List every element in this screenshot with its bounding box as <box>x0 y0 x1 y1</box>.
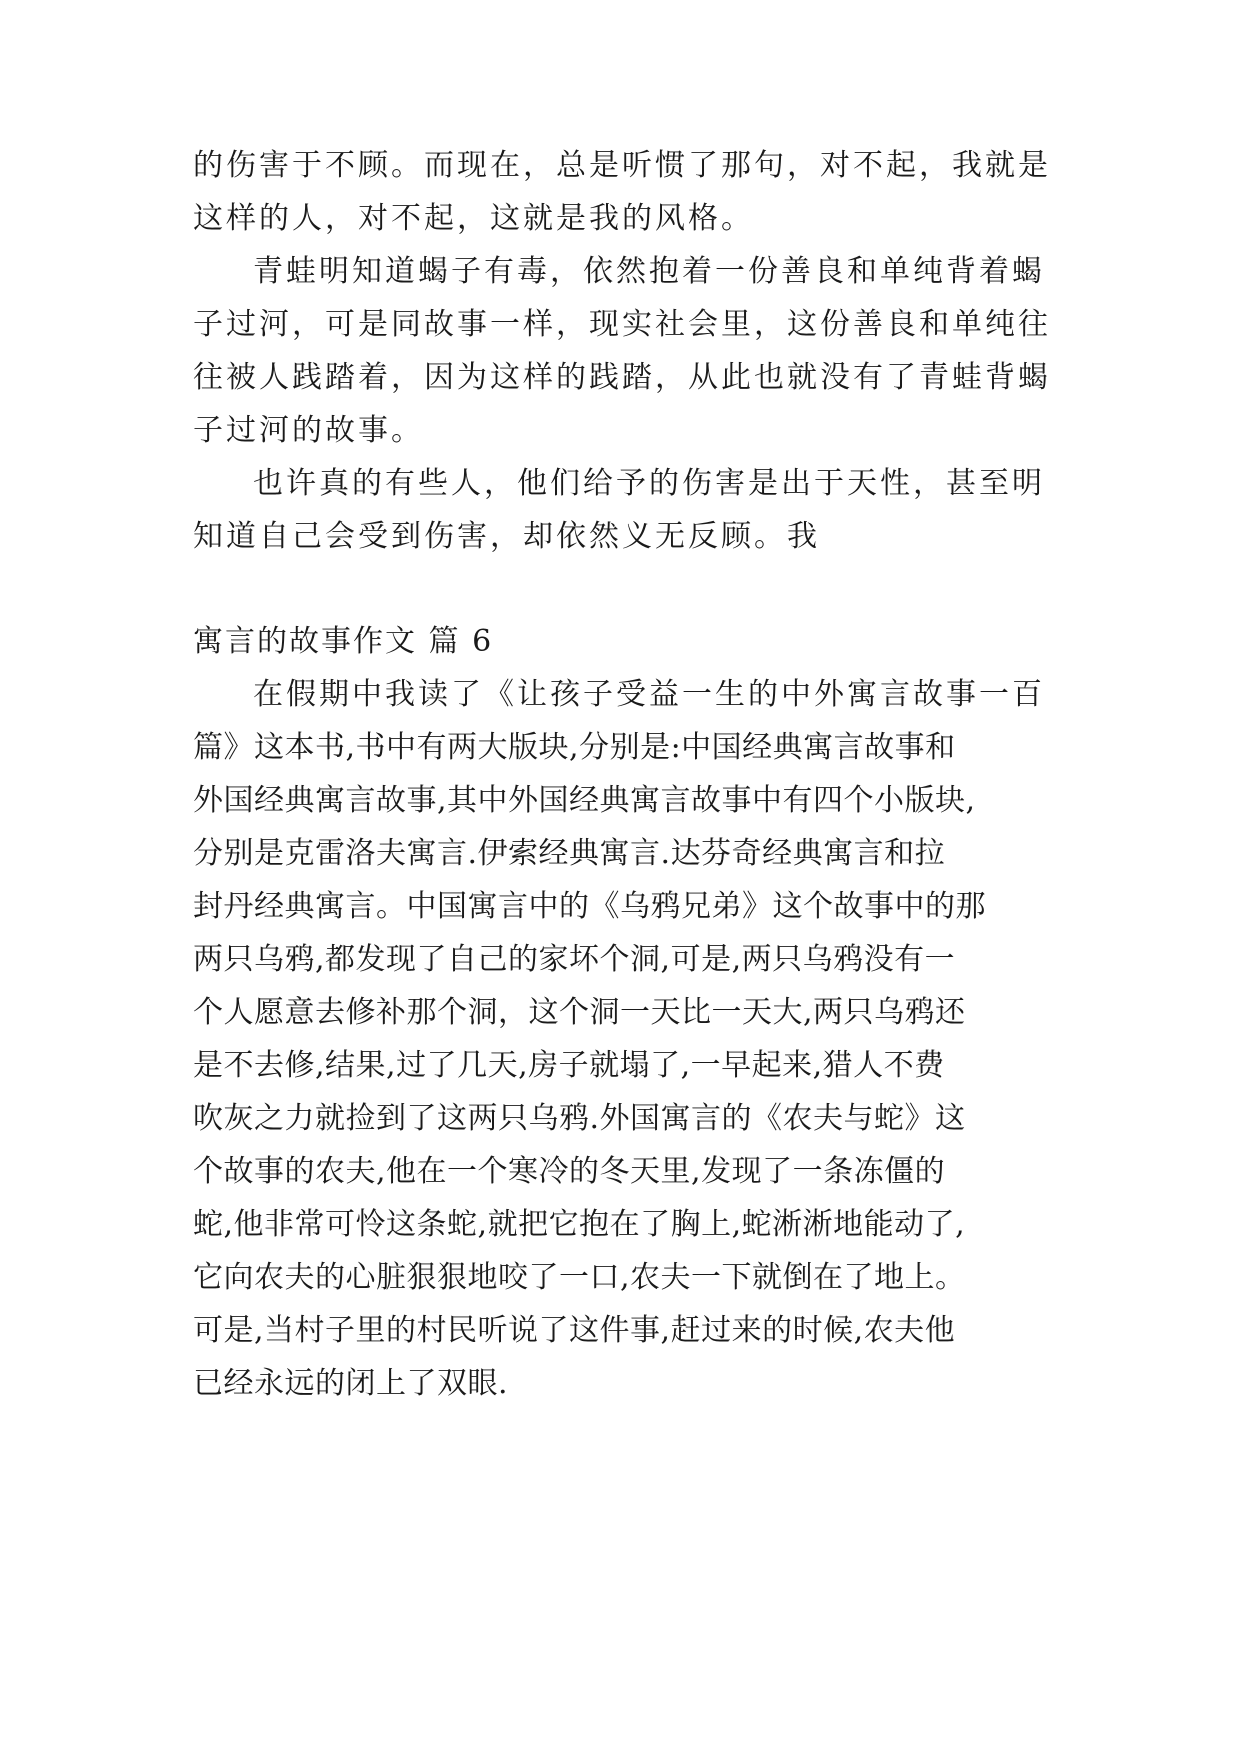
section-heading: 寓言的故事作文 篇 6 <box>193 624 494 659</box>
paragraph-line: 吹灰之力就捡到了这两只乌鸦.外国寓言的《农夫与蛇》这 <box>193 1101 966 1136</box>
paragraph-line: 蛇,他非常可怜这条蛇,就把它抱在了胸上,蛇淅淅地能动了, <box>193 1207 966 1242</box>
paragraph-line: 外国经典寓言故事,其中外国经典寓言故事中有四个小版块, <box>193 783 976 818</box>
paragraph-line: 可是,当村子里的村民听说了这件事,赶过来的时候,农夫他 <box>193 1313 956 1348</box>
paragraph-line: 它向农夫的心脏狠狠地咬了一口,农夫一下就倒在了地上。 <box>193 1260 966 1295</box>
paragraph-line: 子过河的故事。 <box>193 413 424 448</box>
paragraph-line: 封丹经典寓言。中国寓言中的《乌鸦兄弟》这个故事中的那 <box>193 889 986 924</box>
paragraph-line: 这样的人，对不起，这就是我的风格。 <box>193 201 754 236</box>
paragraph-line: 分别是克雷洛夫寓言.伊索经典寓言.达芬奇经典寓言和拉 <box>193 836 946 871</box>
paragraph-line: 已经永远的闭上了双眼. <box>193 1366 509 1401</box>
paragraph-line: 子过河，可是同故事一样，现实社会里，这份善良和单纯往 <box>193 307 1051 342</box>
paragraph-line: 知道自己会受到伤害，却依然义无反顾。我 <box>193 519 820 554</box>
paragraph-line: 往被人践踏着，因为这样的践踏，从此也就没有了青蛙背蝎 <box>193 360 1051 395</box>
paragraph-line: 两只乌鸦,都发现了自己的家坏个洞,可是,两只乌鸦没有一 <box>193 942 956 977</box>
paragraph-line: 也许真的有些人，他们给予的伤害是出于天性，甚至明 <box>253 466 1045 501</box>
paragraph-line: 篇》这本书,书中有两大版块,分别是:中国经典寓言故事和 <box>193 730 956 765</box>
paragraph-line: 个人愿意去修补那个洞，这个洞一天比一天大,两只乌鸦还 <box>193 995 966 1030</box>
paragraph-line: 的伤害于不顾。而现在，总是听惯了那句，对不起，我就是 <box>193 148 1051 183</box>
paragraph-line: 个故事的农夫,他在一个寒冷的冬天里,发现了一条冻僵的 <box>193 1154 946 1189</box>
paragraph-line: 在假期中我读了《让孩子受益一生的中外寓言故事一百 <box>253 677 1045 712</box>
paragraph-line: 是不去修,结果,过了几天,房子就塌了,一早起来,猎人不费 <box>193 1048 945 1083</box>
paragraph-line: 青蛙明知道蝎子有毒，依然抱着一份善良和单纯背着蝎 <box>253 254 1045 289</box>
